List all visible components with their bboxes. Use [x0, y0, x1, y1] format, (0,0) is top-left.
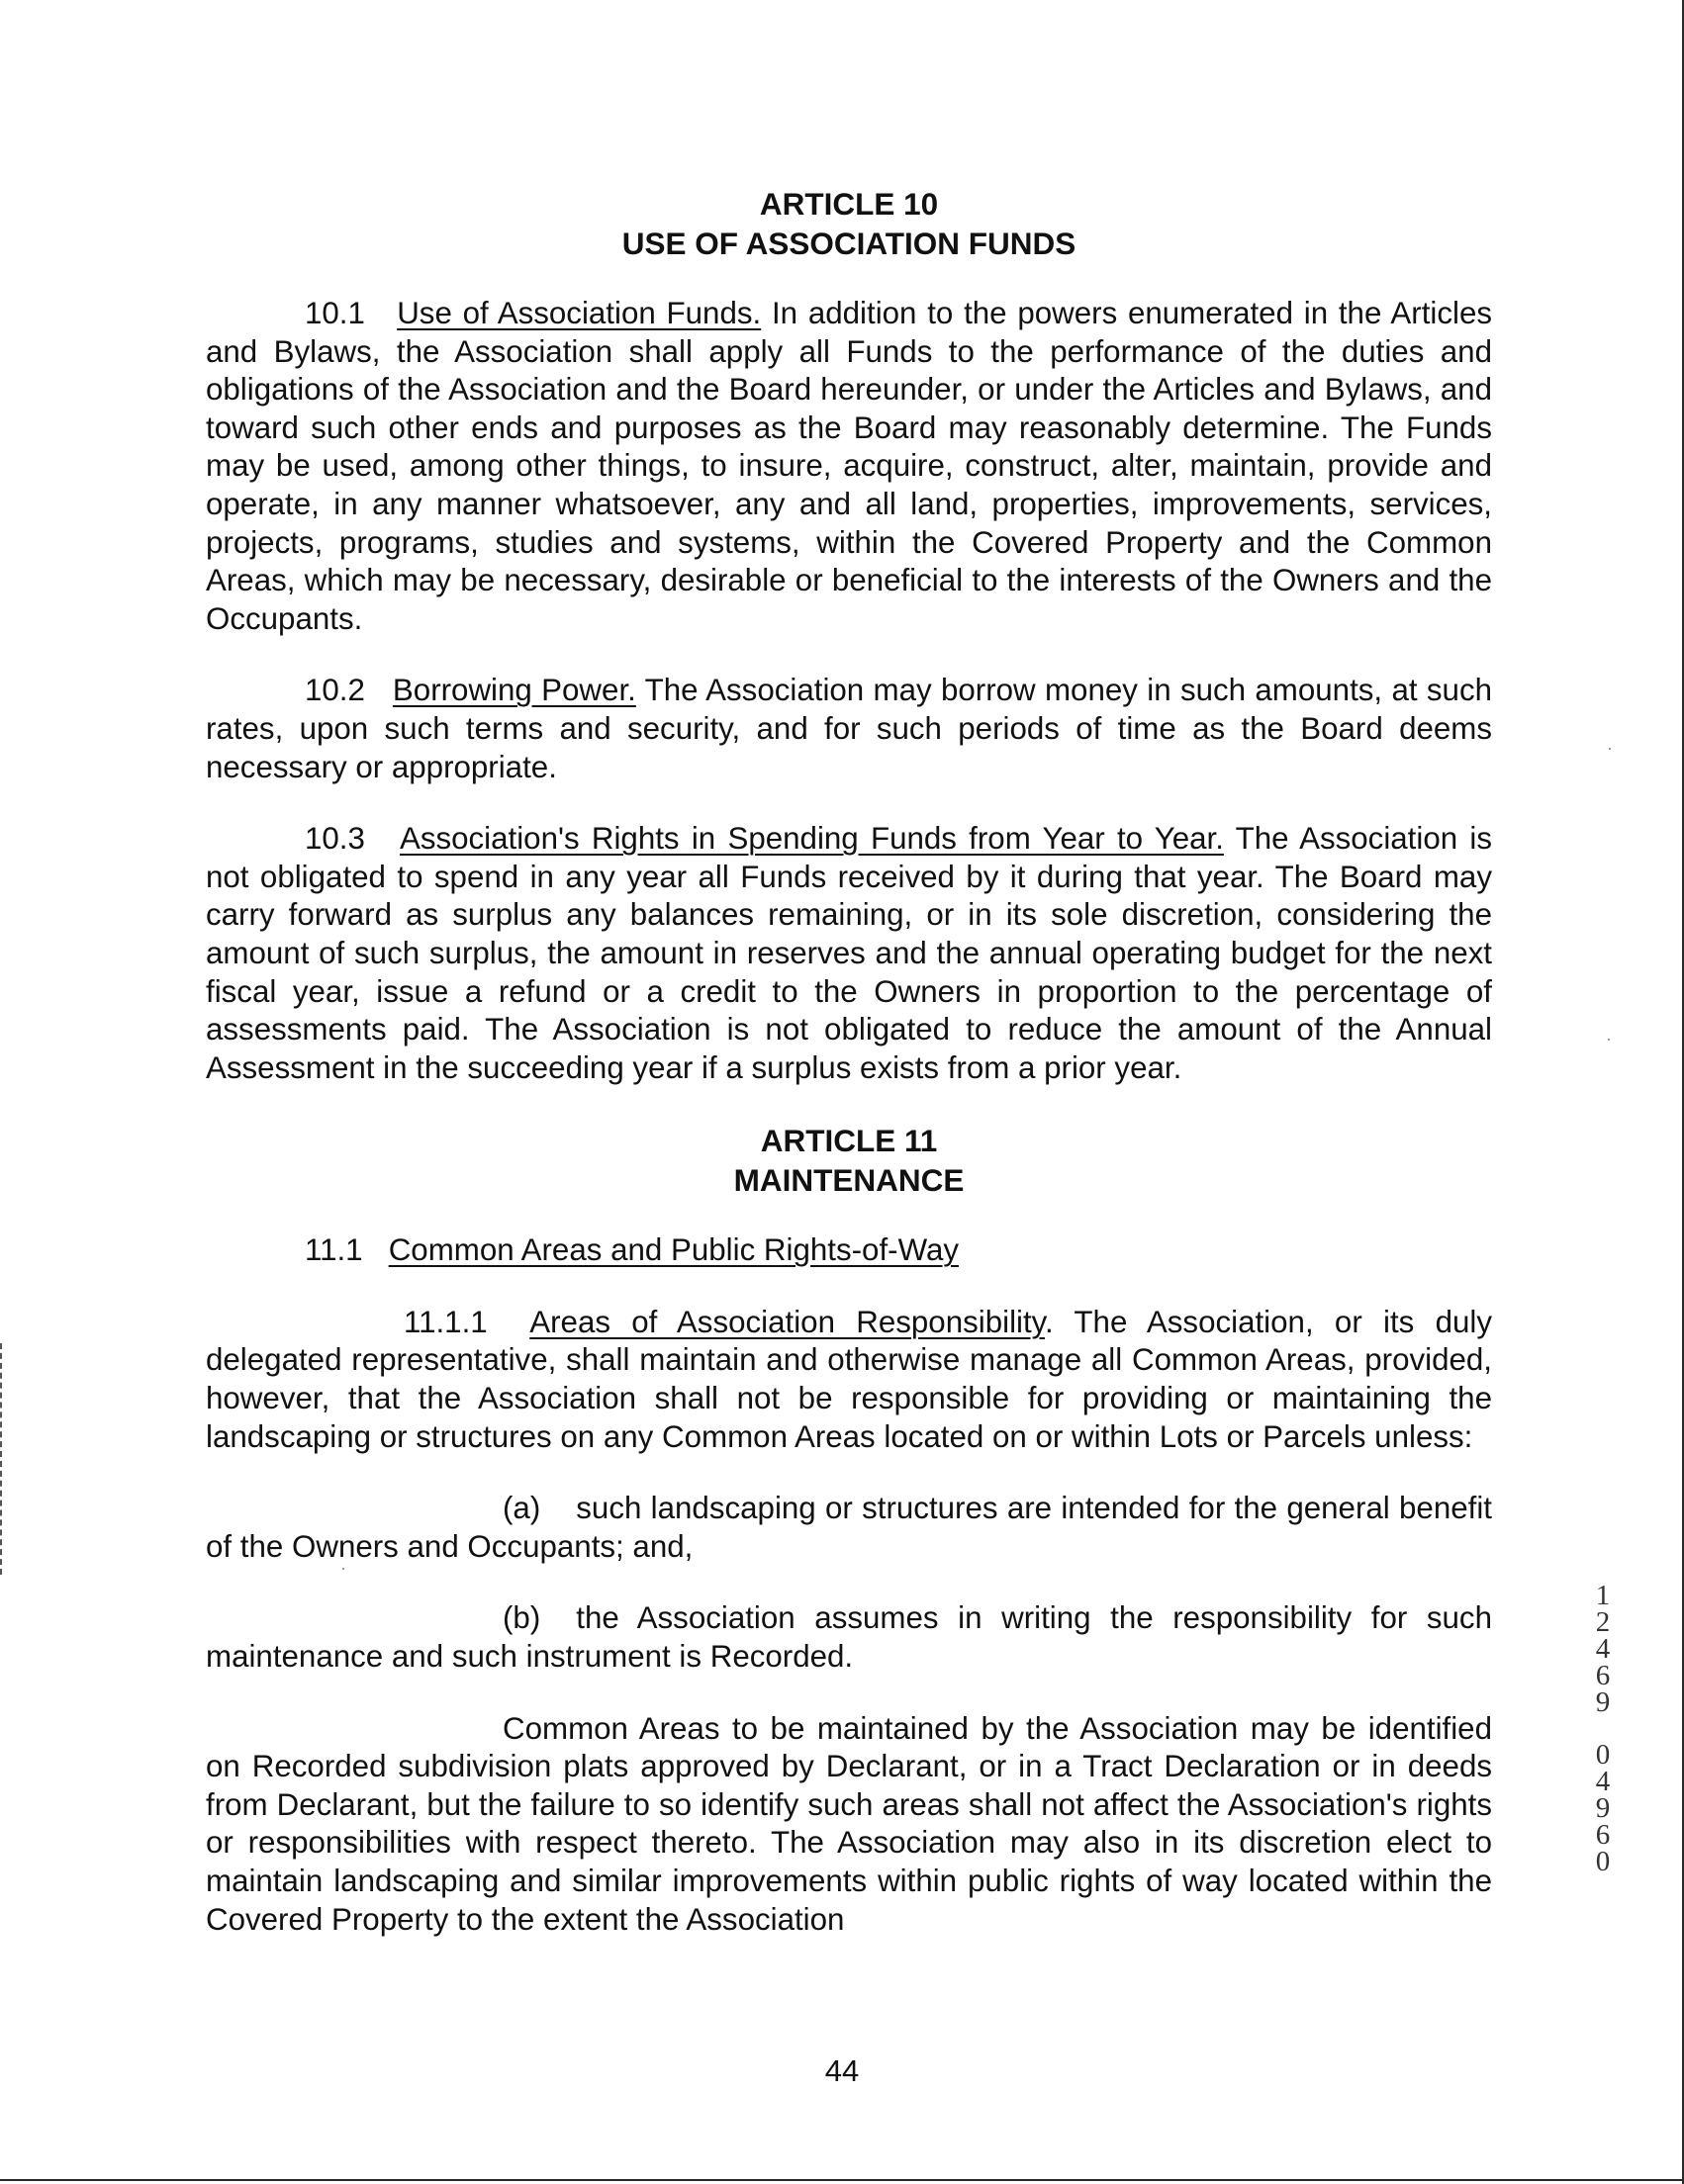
- article-11-number: ARTICLE 11: [760, 1123, 938, 1159]
- list-item-a: [206, 1490, 1492, 1566]
- page-content: [206, 184, 1492, 1972]
- list-item-b: [206, 1599, 1492, 1676]
- stamp-digit: 4: [1595, 1633, 1611, 1665]
- stamp-digit: 0: [1595, 1846, 1611, 1877]
- page-number: 44: [824, 2053, 860, 2088]
- section-10-1: [206, 295, 1492, 638]
- section-10-2-title: Borrowing Power.: [392, 673, 636, 708]
- section-10-3-title: Association's Rights in Spending Funds from Year to Year.: [399, 821, 1224, 857]
- scan-speck: [1608, 1039, 1610, 1041]
- stamp-digit: 0: [1595, 1739, 1611, 1771]
- stamp-digit: 9: [1595, 1792, 1611, 1824]
- article-10-title: USE OF ASSOCIATION FUNDS: [621, 226, 1076, 261]
- section-10-3: [206, 820, 1492, 1087]
- list-item-b-text: the Association assumes in writing the responsibility for such maintenance and such instrument is Recorded.: [206, 1600, 1492, 1675]
- section-10-2-number: 10.2: [305, 673, 365, 708]
- stamp-digit: 9: [1595, 1686, 1611, 1718]
- recording-number-stamp: [1583, 1580, 1623, 1877]
- stamp-digit: 6: [1595, 1660, 1611, 1691]
- section-11-1-1-number: 11.1.1: [404, 1304, 488, 1339]
- section-10-1-number: 10.1: [305, 296, 365, 330]
- article-10-heading: [206, 184, 1492, 263]
- section-10-2-text: The Association may borrow money in such amounts, at such rates, upon such terms and security, and for such periods of time as the Board deems necessary or appropriate.: [206, 673, 1492, 784]
- closing-paragraph-text: Common Areas to be maintained by the Association may be identified on Recorded subdivision plats approved by Declarant, or in a Tract Declaration or in deeds from Declarant, but the failure to so identify such areas shall not affect the Association's rights or responsibilities with respect thereto. The Association may also in its discretion elect to maintain landscaping and similar improvements within public rights of way located within the Covered Property to the extent the Association: [206, 1710, 1492, 1937]
- section-10-3-text: The Association is not obligated to spend in any year all Funds received by it during that year. The Board may carry forward as surplus any balances remaining, or in its sole discretion, considering the amount of such surplus, the amount in reserves and the annual operating budget for the next fiscal year, issue a refund or a credit to the Owners in proportion to the percentage of assessments paid. The Association is not obligated to reduce the amount of the Annual Assessment in the succeeding year if a surplus exists from a prior year.: [206, 821, 1492, 1085]
- section-11-1-1-title: Areas of Association Responsibility: [529, 1304, 1046, 1339]
- section-11-1-number: 11.1: [305, 1232, 363, 1268]
- closing-paragraph: [206, 1710, 1492, 1940]
- stamp-digit: 6: [1595, 1819, 1611, 1851]
- scan-margin-mark: [0, 1343, 4, 1575]
- list-item-a-text: such landscaping or structures are intended for the general benefit of the Owners and Occupants; and,: [206, 1491, 1492, 1564]
- section-11-1: [206, 1231, 1492, 1270]
- section-10-2: [206, 672, 1492, 786]
- section-10-1-title: Use of Association Funds.: [397, 296, 762, 330]
- stamp-digit: 1: [1595, 1580, 1611, 1611]
- article-11-heading: [206, 1121, 1492, 1200]
- section-10-3-number: 10.3: [305, 821, 365, 857]
- scan-speck: [342, 1568, 344, 1570]
- list-item-a-label: (a): [503, 1491, 541, 1526]
- scan-border-bottom: [0, 2179, 1684, 2181]
- section-11-1-1: [206, 1304, 1492, 1456]
- stamp-digit: 4: [1595, 1766, 1611, 1797]
- scan-speck: [1609, 748, 1611, 750]
- list-item-b-label: (b): [503, 1600, 541, 1636]
- article-11-title: MAINTENANCE: [733, 1162, 965, 1199]
- section-11-1-1-text: . The Association, or its duly delegated representative, shall maintain and otherwise manage all Common Areas, provided, however, that the Association shall not be responsible for providing or maintaining the landscaping or structures on any Common Areas located on or within Lots or Parcels unless:: [206, 1304, 1492, 1454]
- article-10-number: ARTICLE 10: [759, 186, 939, 222]
- section-10-1-text: In addition to the powers enumerated in the Articles and Bylaws, the Association shall apply all Funds to the performance of the duties and obligations of the Association and the Board hereunder, or under the Articles and Bylaws, and toward such other ends and purposes as the Board may reasonably determine. The Funds may be used, among other things, to insure, acquire, construct, alter, maintain, provide and operate, in any manner whatsoever, any and all land, properties, improvements, services, projects, programs, studies and systems, within the Covered Property and the Common Areas, which may be necessary, desirable or beneficial to the interests of the Owners and the Occupants.: [206, 296, 1492, 636]
- section-11-1-title: Common Areas and Public Rights-of-Way: [388, 1232, 960, 1268]
- stamp-digit: 2: [1595, 1606, 1611, 1638]
